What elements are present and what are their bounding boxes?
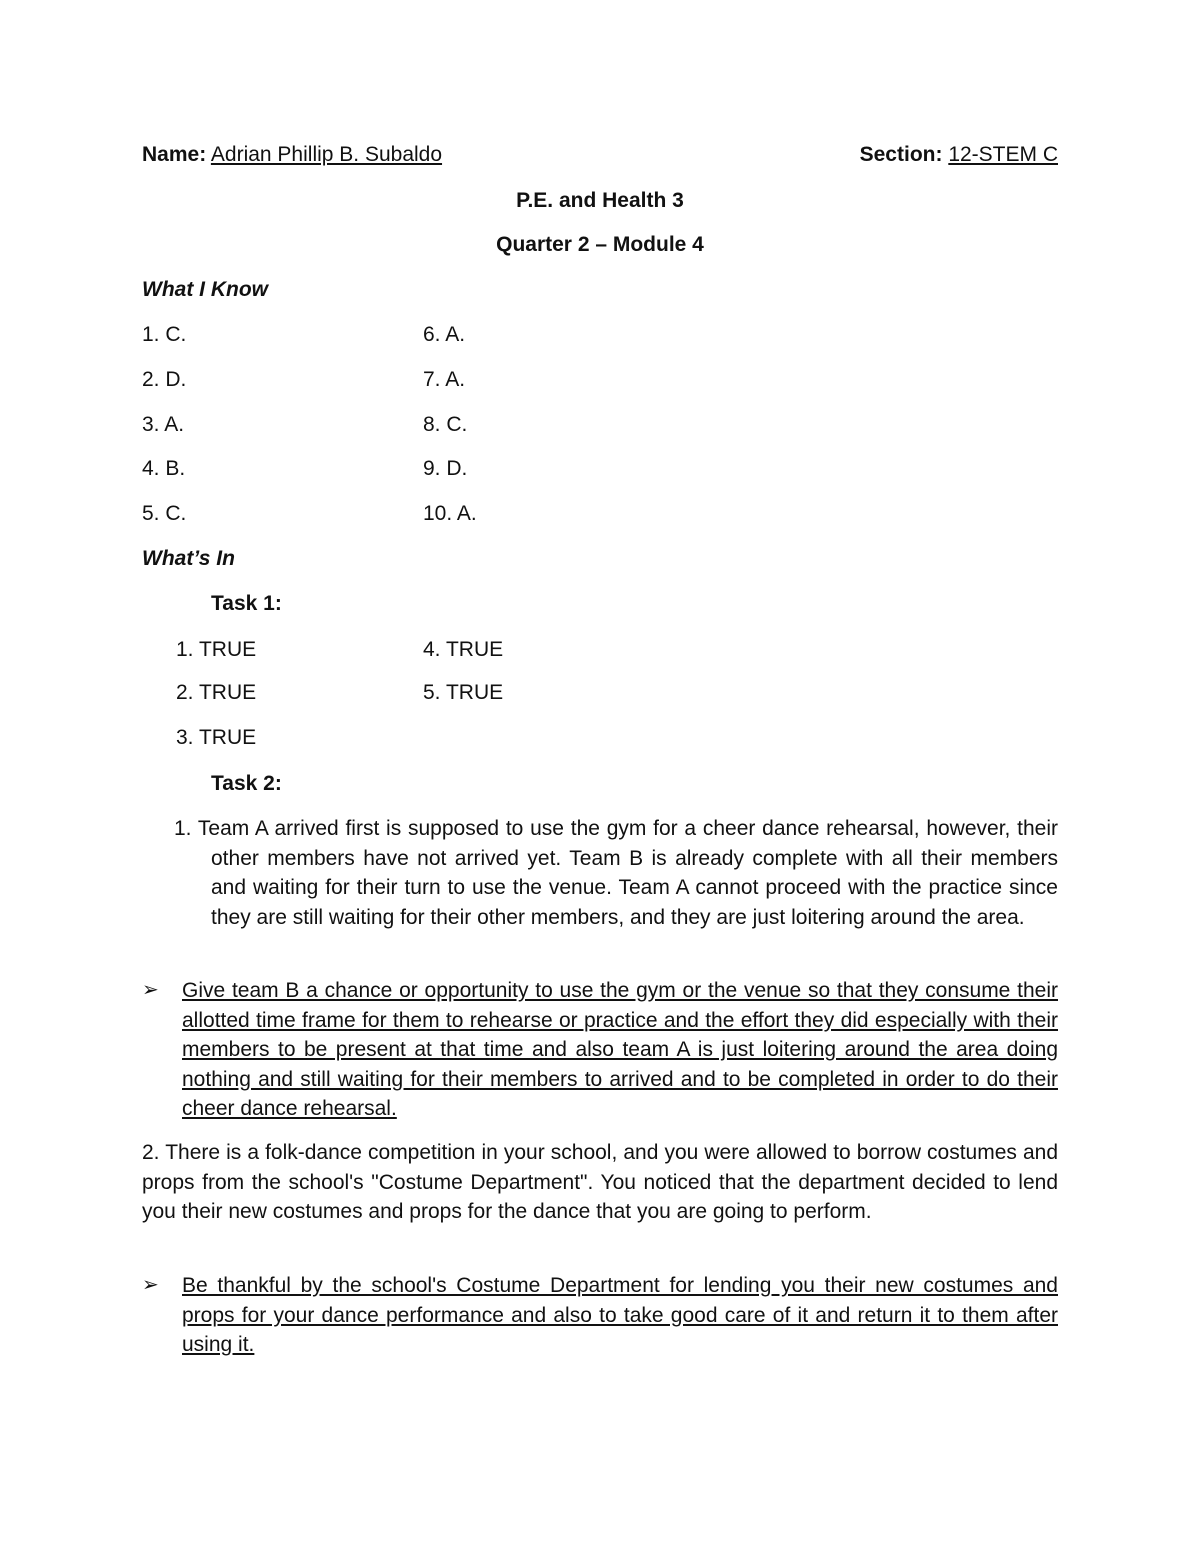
task1-answer: 4. TRUE: [423, 638, 504, 661]
task2-question-1: 1. Team A arrived first is supposed to use the gym for a cheer dance rehearsal, however, their other members have not arrived yet. Team B is already complete with all their members and waiting for their turn to use the venue. Team A cannot proceed with the practice since they are still waiting for their other members, and they are just loitering around the area.: [174, 817, 1058, 929]
answer-item: 4. B.: [142, 457, 186, 480]
task2-answer-2-text: Be thankful by the school's Costume Department for lending you their new costumes and props for your dance performance and also to take good care of it and return it to them after using it.: [182, 1274, 1058, 1356]
task2-label: Task 2:: [211, 772, 282, 795]
answer-item: 6. A.: [423, 323, 466, 346]
task1-label: Task 1:: [211, 592, 282, 615]
task2-question-2: 2. There is a folk-dance competition in your school, and you were allowed to borrow costumes and props from the school's "Costume Department". You noticed that the department decided to lend you their new costumes and props for the dance that you are going to perform.: [142, 1141, 1058, 1223]
arrow-bullet-icon: ➢: [142, 979, 159, 1001]
answer-item: 10. A.: [423, 502, 477, 525]
section-value: 12-STEM C: [948, 143, 1058, 166]
answer-item: 2. D.: [142, 368, 187, 391]
name-value: Adrian Phillip B. Subaldo: [210, 143, 443, 166]
whats-in-heading: What’s In: [142, 547, 235, 570]
name-label: Name:: [142, 143, 207, 166]
task1-answer: 1. TRUE: [176, 638, 257, 661]
answer-item: 7. A.: [423, 368, 466, 391]
section-label: Section:: [859, 143, 943, 166]
name-field: [142, 143, 442, 167]
task1-answer: 5. TRUE: [423, 681, 504, 704]
answer-item: 3. A.: [142, 413, 185, 436]
document-subtitle: Quarter 2 – Module 4: [496, 233, 704, 256]
answer-item: 1. C.: [142, 323, 187, 346]
task1-answer: 2. TRUE: [176, 681, 257, 704]
document-title: P.E. and Health 3: [516, 189, 684, 212]
arrow-bullet-icon: ➢: [142, 1274, 159, 1296]
section-field: [860, 143, 1058, 167]
answer-item: 9. D.: [423, 457, 468, 480]
what-i-know-heading: What I Know: [142, 278, 268, 301]
task2-answer-1-text: Give team B a chance or opportunity to use the gym or the venue so that they consume their allotted time frame for them to rehearse or practice and the effort they did especially with their members to be present at that time and also team A is just loitering around the area doing nothing and still waiting for their members to arrived and to be completed in order to do their cheer dance rehearsal.: [182, 979, 1058, 1120]
task1-answer: 3. TRUE: [176, 726, 257, 749]
answer-item: 8. C.: [423, 413, 468, 436]
answer-item: 5. C.: [142, 502, 187, 525]
